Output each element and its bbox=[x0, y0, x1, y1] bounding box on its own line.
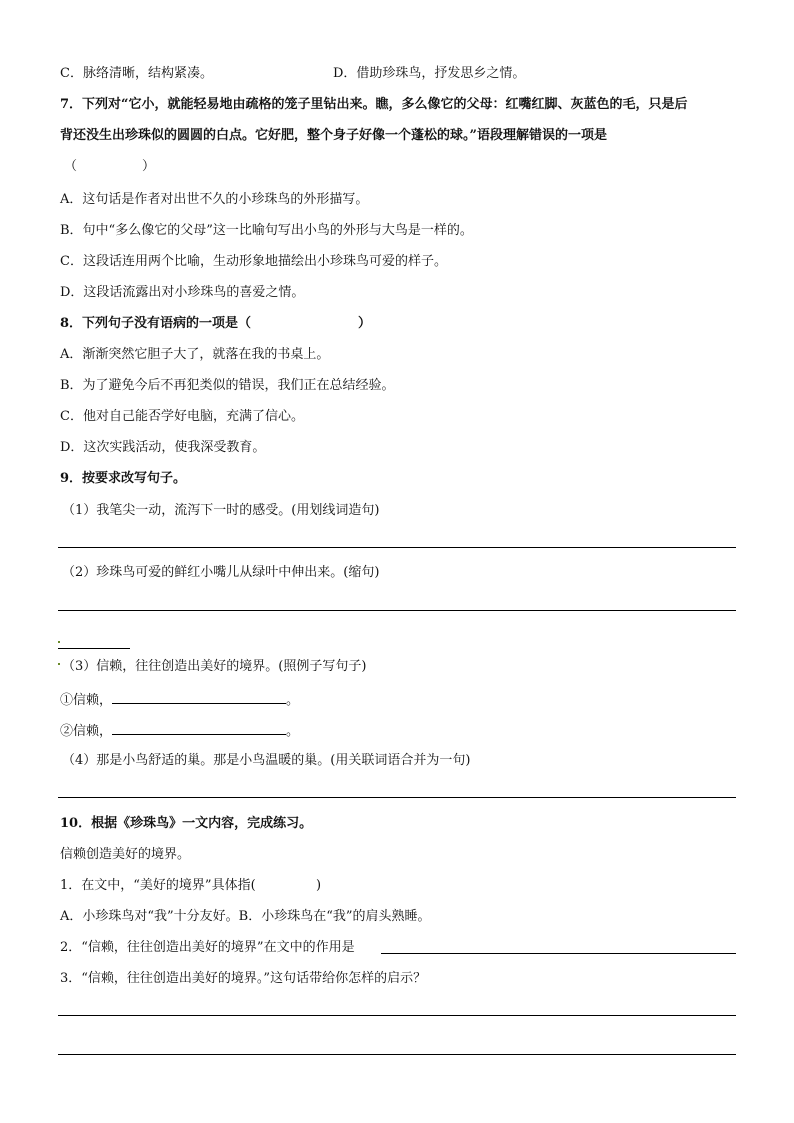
q10-sub-1-options: A．小珍珠鸟对“我”十分友好。B．小珍珠鸟在“我”的肩头熟睡。 bbox=[60, 909, 431, 924]
q9-item-3-line-1-blank[interactable] bbox=[112, 691, 286, 704]
q10-sub-2: 2．“信赖，往往创造出美好的境界”在文中的作用是 bbox=[60, 940, 355, 955]
q8-option-c: C．他对自己能否学好电脑，充满了信心。 bbox=[60, 409, 304, 424]
q7-stem-line1: 7．下列对“它小，就能轻易地由疏格的笼子里钻出来。瞧，多么像它的父母：红嘴红脚、灰蓝色的毛，只是后 bbox=[60, 97, 688, 112]
q9-item-3-line-2 bbox=[60, 722, 299, 740]
q10-sub-3: 3．“信赖，往往创造出美好的境界。”这句话带给你怎样的启示？ bbox=[60, 971, 427, 986]
q7-stem-line2: 背还没生出珍珠似的圆圆的白点。它好肥，整个身子好像一个蓬松的球。”语段理解错误的一项是 bbox=[60, 128, 607, 143]
q8-stem: 8．下列句子没有语病的一项是（ bbox=[60, 316, 252, 331]
q10-sub-1-paren-close: ) bbox=[316, 878, 322, 893]
q9-item-3-line-2-blank[interactable] bbox=[112, 722, 286, 735]
q7-option-b: B．句中“多么像它的父母”这一比喻句写出小鸟的外形与大鸟是一样的。 bbox=[60, 223, 473, 238]
q6-option-c: C．脉络清晰，结构紧凑。 bbox=[60, 66, 213, 81]
q9-stem: 9．按要求改写句子。 bbox=[60, 471, 187, 486]
q9-item-4: （4）那是小鸟舒适的巢。那是小鸟温暖的巢。(用关联词语合并为一句) bbox=[62, 753, 471, 768]
q7-option-d: D．这段话流露出对小珍珠鸟的喜爱之情。 bbox=[60, 285, 305, 300]
q8-option-d: D．这次实践活动，使我深受教育。 bbox=[60, 440, 266, 455]
q9-item-3-line-1 bbox=[60, 691, 299, 709]
q6-option-d: D．借助珍珠鸟，抒发思乡之情。 bbox=[333, 66, 526, 81]
short-divider-line bbox=[58, 648, 130, 649]
q7-option-c: C．这段话连用两个比喻，生动形象地描绘出小珍珠鸟可爱的样子。 bbox=[60, 254, 447, 269]
q8-answer-paren-close: ） bbox=[358, 316, 372, 331]
stray-mark bbox=[58, 641, 60, 643]
q10-sub-3-answer-line-2[interactable] bbox=[58, 1054, 736, 1055]
q10-sub-3-answer-line-1[interactable] bbox=[58, 1015, 736, 1016]
q7-option-a: A．这句话是作者对出世不久的小珍珠鸟的外形描写。 bbox=[60, 192, 369, 207]
q10-stem: 10．根据《珍珠鸟》一文内容，完成练习。 bbox=[60, 816, 313, 831]
q9-item-4-answer-line[interactable] bbox=[58, 797, 736, 798]
q7-answer-paren-close: ） bbox=[142, 159, 156, 174]
q9-item-3-line-2-period: 。 bbox=[286, 724, 300, 739]
q9-item-3: （3）信赖，往往创造出美好的境界。(照例子写句子) bbox=[62, 659, 367, 674]
q8-option-a: A．渐渐突然它胆子大了，就落在我的书桌上。 bbox=[60, 347, 330, 362]
q9-item-2: （2）珍珠鸟可爱的鲜红小嘴儿从绿叶中伸出来。(缩句) bbox=[62, 565, 380, 580]
q8-option-b: B．为了避免今后不再犯类似的错误，我们正在总结经验。 bbox=[60, 378, 395, 393]
q9-item-1: （1）我笔尖一动，流泻下一时的感受。(用划线词造句) bbox=[62, 503, 380, 518]
q9-item-3-line-1-period: 。 bbox=[286, 693, 300, 708]
q10-sub-1: 1．在文中，“美好的境界”具体指( bbox=[60, 878, 256, 893]
q9-item-3-line-1-prefix: ①信赖， bbox=[60, 693, 113, 708]
q9-item-2-answer-line[interactable] bbox=[58, 610, 736, 611]
q9-item-3-line-2-prefix: ②信赖， bbox=[60, 724, 113, 739]
stray-mark bbox=[58, 663, 60, 665]
q10-passage: 信赖创造美好的境界。 bbox=[60, 847, 191, 862]
q7-answer-paren-open: （ bbox=[64, 159, 78, 174]
q9-item-1-answer-line[interactable] bbox=[58, 547, 736, 548]
q10-sub-2-answer-line[interactable] bbox=[381, 953, 736, 954]
